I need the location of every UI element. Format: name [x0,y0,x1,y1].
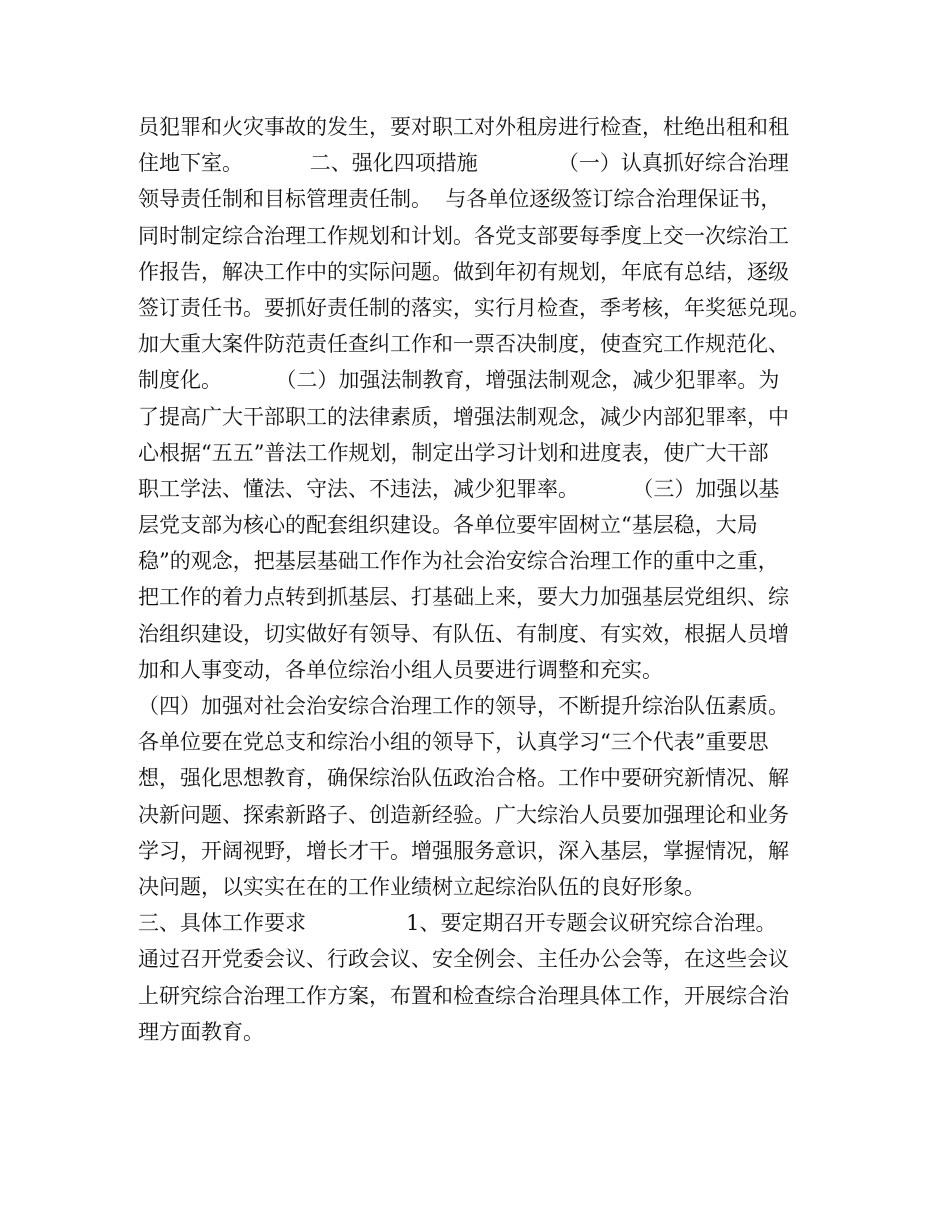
text-line: 理方面教育。 [138,1019,264,1044]
text-line: 同时制定综合治理工作规划和计划。各党支部要每季度上交一次综治工 [138,223,789,248]
text-line: 职工学法、懂法、守法、不违法，减少犯罪率。 （三）加强以基 [138,476,780,501]
text-line: 决新问题、探索新路子、创造新经验。广大综治人员要加强理论和业务 [138,802,789,827]
text-line: （四）加强对社会治安综合治理工作的领导，不断提升综治队伍素质。 [138,694,789,718]
text-line: 住地下室。 二、强化四项措施 （一）认真抓好综合治理 [138,151,789,176]
text-line: 各单位要在党总支和综治小组的领导下，认真学习“三个代表”重要思 [138,730,769,755]
text-line: 治组织建设，切实做好有领导、有队伍、有制度、有实效，根据人员增 [138,621,789,646]
text-line: 加和人事变动，各单位综治小组人员要进行调整和充实。 [138,657,663,682]
text-line: 决问题，以实实在在的工作业绩树立起综治队伍的良好形象。 [138,874,705,899]
text-line: 加大重大案件防范责任查纠工作和一票否决制度，使查究工作规范化、 [138,332,789,357]
text-line: 制度化。 （二）加强法制教育，增强法制观念，减少犯罪率。为 [138,368,780,393]
text-line: 签订责任书。要抓好责任制的落实，实行月检查，季考核，年奖惩兑现。 [138,295,810,320]
text-line: 了提高广大干部职工的法律素质，增强法制观念，减少内部犯罪率，中 [138,404,789,429]
body-text [138,109,828,1050]
text-line: 上研究综合治理工作方案，布置和检查综合治理具体工作，开展综合治 [138,983,789,1008]
text-line: 作报告，解决工作中的实际问题。做到年初有规划，年底有总结，逐级 [138,259,789,284]
text-line: 想，强化思想教育，确保综治队伍政治合格。工作中要研究新情况、解 [138,766,789,791]
text-line: 员犯罪和火灾事故的发生，要对职工对外租房进行检查，杜绝出租和租 [138,115,789,139]
text-line: 三、具体工作要求 1、要定期召开专题会议研究综合治理。 [138,911,777,936]
text-line: 稳”的观念，把基层基础工作作为社会治安综合治理工作的重中之重， [138,549,779,574]
text-line: 层党支部为核心的配套组织建设。各单位要牢固树立“基层稳，大局 [138,513,758,538]
text-line: 领导责任制和目标管理责任制。 与各单位逐级签订综合治理保证书， [138,187,782,212]
text-line: 心根据“五五”普法工作规划，制定出学习计划和进度表，使广大干部 [138,440,769,465]
text-line: 通过召开党委会议、行政会议、安全例会、主任办公会等，在这些会议 [138,947,789,972]
text-line: 把工作的着力点转到抓基层、打基础上来，要大力加强基层党组织、综 [138,585,789,610]
text-line: 学习，开阔视野，增长才干。增强服务意识，深入基层，掌握情况，解 [138,838,789,863]
